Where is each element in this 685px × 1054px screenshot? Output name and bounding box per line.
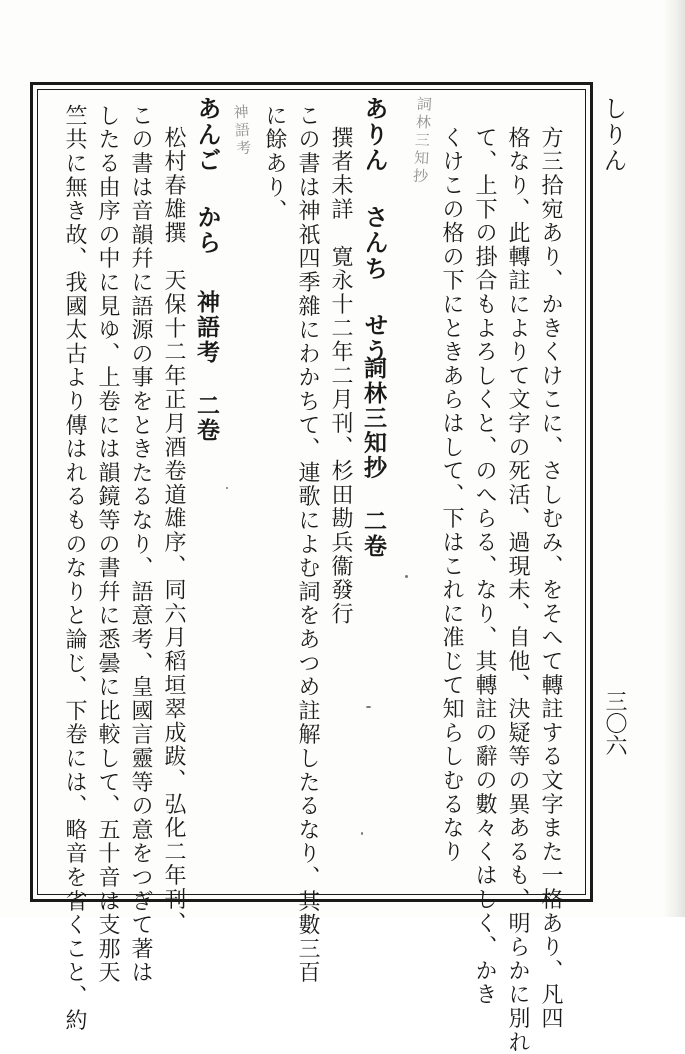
entry-body-line-1: この書は音韻幷に語源の事をときたるなり、語意考、皇國言靈等の意をつぎて著は <box>128 104 153 985</box>
entry-body-line-2: に餘あり、 <box>262 104 287 223</box>
entry-title-shingo-ko: 神語考 二卷 <box>193 290 220 443</box>
entry-heading-shingo-ko: あんご から <box>193 96 222 256</box>
entry-heading-shirin-sanchisho: ありん さんち せう <box>360 96 389 364</box>
text-column-3: て、上下の掛合もよろしくと、のへらる、なり、其轉註の辭の數々くはしく、かき <box>472 126 497 1007</box>
text-column-1: 方三拾宛あり、かきくけこに、さしむみ、をそへて轉註する文字また一格あり、凡四 <box>538 126 563 1031</box>
entry-title-shirin-sanchisho: 詞林三知抄 二卷 <box>360 356 387 559</box>
text-column-4: くけこの格の下にときあらはして、下はこれに准じて知らしむるなり <box>439 126 464 864</box>
scan-speck <box>366 706 371 708</box>
text-column-2: 格なり、此轉註によりて文字の死活、過現未、自他、決疑等の異あるも、明らかに別れ <box>505 126 530 1054</box>
scan-speck <box>405 575 408 578</box>
entry-body-line-1: この書は神祇四季雜にわかちて、連歌によむ詞をあつめ註解したるなり、其數三百 <box>295 104 320 985</box>
handwritten-note-2: 神語考 <box>231 103 253 159</box>
entry-body-line-3: 竺共に無き故、我國太古より傳はれるものなりと論じ、下卷には、略音を省くこと、約 <box>62 104 87 1033</box>
handwritten-note-1: 詞林三知抄 <box>410 95 434 187</box>
entry-author-line-shingo-ko: 松村春雄撰 天保十二年正月酒卷道雄序、同六月稻垣翠成跋、弘化二年刊、 <box>161 126 186 936</box>
scan-speck <box>361 832 363 835</box>
entry-author-line-shirin-sanchisho: 撰者未詳 寛永十二年二月刊、杉田勘兵衞發行 <box>328 126 353 626</box>
page-number: 三〇六 <box>602 690 627 756</box>
entry-body-line-2: したる由序の中に見ゆ、上卷には韻鏡等の書幷に悉曇に比較して、五十音は支那天 <box>95 104 120 985</box>
scan-speck <box>226 487 228 489</box>
page-edge-shadow <box>663 0 685 917</box>
running-title: しりん <box>599 96 627 174</box>
